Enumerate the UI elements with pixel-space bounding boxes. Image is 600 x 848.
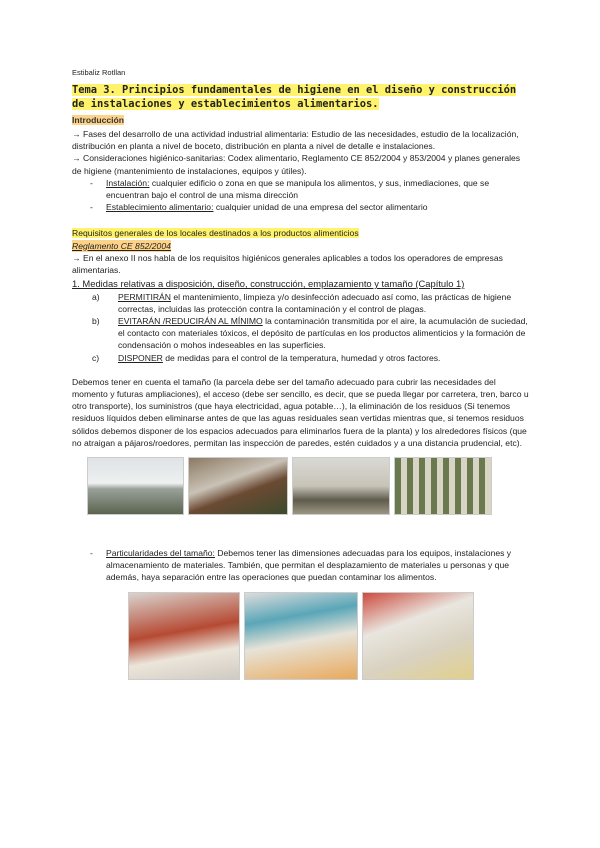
- list-item: a) PERMITIRÁN el mantenimiento, limpieza y/o desinfección adecuado así como, las prácticas de higiene correctas, incluidas las protección contra la contaminación y el control de plagas.: [92, 291, 512, 314]
- regulation-label: Reglamento CE 852/2004: [72, 240, 171, 251]
- site-paragraph: Debemos tener en cuenta el tamaño (la parcela debe ser del tamaño adecuado para cubrir las necesidades del momento y futuras ampliaciones), el acceso (debe ser sencillo, es decir, que se pueda llegar por carretera, tren, barco u otro transporte), los suministros (que haya electricidad, agua potable…), la eliminación de los residuos (Si tenemos residuos líquidos deben eliminarse antes de que las aguas residuales sean vertidas mientras que, si tenemos residuos sólidos debemos disponer de los espacios adecuados para eliminarlos fuera de la planta) y los alrededores físicos (que no atraigan a pájaros/roedores, permitan las inspección de paredes, estén cuidados y a una distancia prudencial, etc).: [72, 376, 529, 448]
- list-item: - Establecimiento alimentario: cualquier unidad de una empresa del sector alimentario: [106, 201, 530, 213]
- chicken-line-photo: [244, 592, 358, 680]
- facility-photos-row: [87, 457, 530, 515]
- anexo-paragraph: → En el anexo II nos habla de los requisitos higiénicos generales aplicables a todos los operadores de empresas alimentarias.: [72, 252, 503, 275]
- list-item: b) EVITARÁN /REDUCIRÁN AL MÍNIMO la contaminación transmitida por el aire, la acumulación de suciedad, el contacto con materiales tóxicos, el depósito de partículas en los productos alimenticios y la formación de condensación o mohos indeseables en las superficies.: [92, 315, 528, 351]
- particularidades-list: [72, 547, 530, 584]
- workers-packing-photo: [362, 592, 474, 680]
- intro-paragraph-2: → Consideraciones higiénico-sanitarias: Codex alimentario, Reglamento CE 852/2004 y 853/2004 y planes generales de higiene (mantenimiento de instalaciones, equipos y útiles).: [72, 153, 521, 176]
- title-text: Tema 3. Principios fundamentales de higiene en el diseño y construcción de instalaciones y establecimientos alimentarios.: [72, 83, 517, 110]
- meat-processing-photo: [128, 592, 240, 680]
- field-site-photo: [292, 457, 390, 515]
- list-item: c) DISPONER de medidas para el control de la temperatura, humedad y otros factores.: [92, 352, 441, 363]
- aerial-plant-photo: [188, 457, 288, 515]
- section-heading: Requisitos generales de los locales destinados a los productos alimenticios: [72, 228, 359, 239]
- measures-list: [72, 291, 530, 364]
- overgrown-building-photo: [394, 457, 492, 515]
- processing-photos-row: [128, 592, 530, 680]
- document-page: [72, 68, 530, 680]
- list-item: - Instalación: cualquier edificio o zona en que se manipula los alimentos, y sus, inmediaciones, que se encuentran bajo el control de una misma dirección: [106, 177, 530, 201]
- list-item: - Particularidades del tamaño: Debemos tener las dimensiones adecuadas para los equipos, instalaciones y almacenamiento de materiales. También, que permitan el desplazamiento de materiales u personas y que además, haya separación entre las operaciones que puedan contaminar los alimentos.: [106, 547, 530, 584]
- page-title: [72, 83, 530, 111]
- factory-building-photo: [87, 457, 184, 515]
- author-name: Estibaliz Rotllan: [72, 68, 126, 77]
- intro-heading: Introducción: [72, 114, 125, 125]
- definitions-list: [72, 177, 530, 214]
- measures-title: 1. Medidas relativas a disposición, diseño, construcción, emplazamiento y tamaño (Capítulo 1): [72, 278, 465, 290]
- intro-paragraph-1: → Fases del desarrollo de una actividad industrial alimentaria: Estudio de las necesidades, estudio de la localización, distribución en planta a nivel de boceto, distribución en planta a nivel de detalle e instalaciones.: [72, 128, 519, 152]
